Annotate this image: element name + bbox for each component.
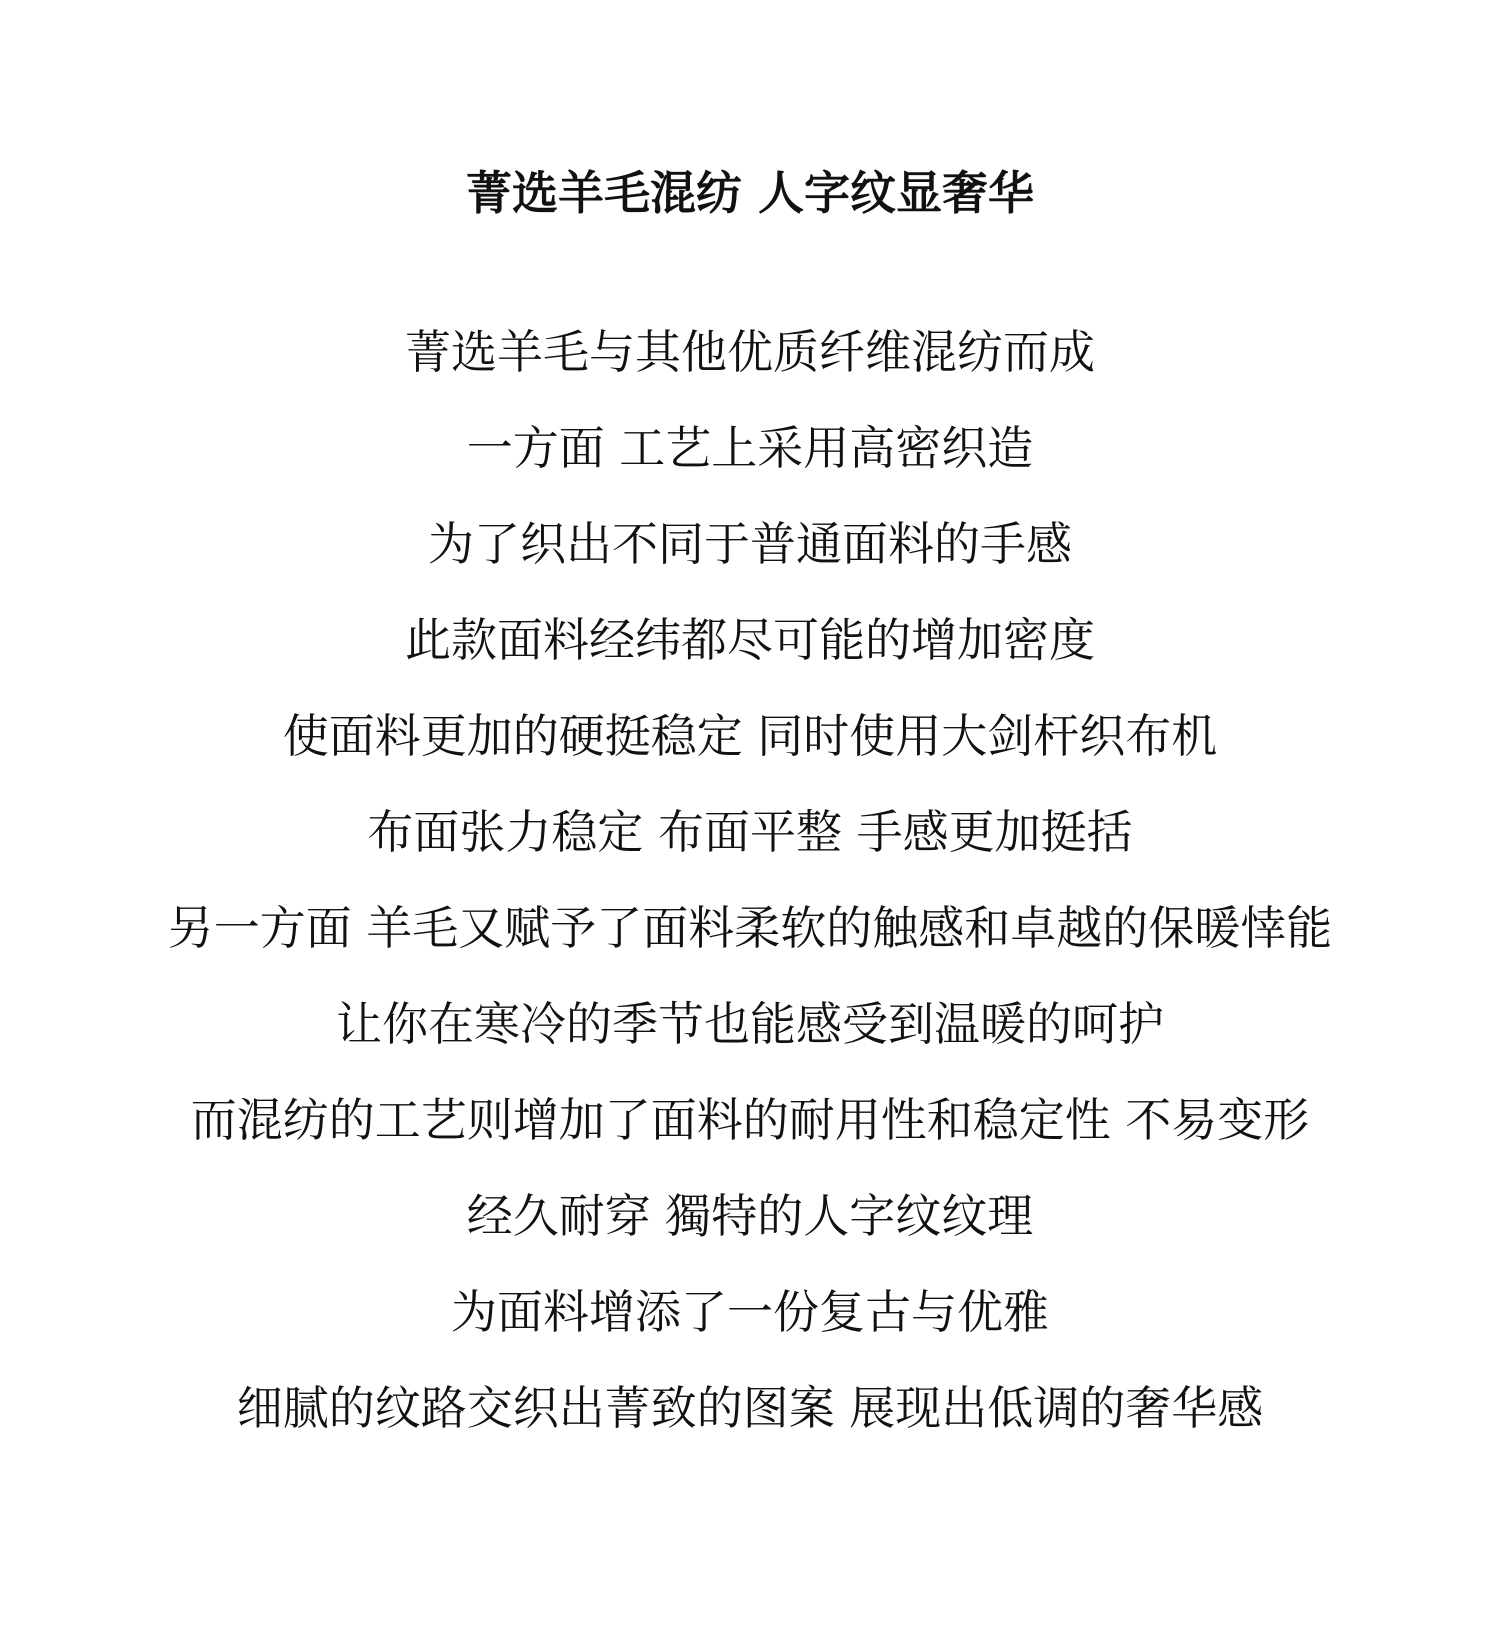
description-line: 使面料更加的硬挺稳定 同时使用大剑杆织布机 xyxy=(282,709,1218,763)
description-line: 为面料增添了一份复古与优雅 xyxy=(451,1285,1049,1339)
description-lines xyxy=(0,322,1500,1474)
description-line: 一方面 工艺上采用高密织造 xyxy=(466,421,1034,475)
description-line: 此款面料经纬都尽可能的增加密度 xyxy=(405,613,1095,667)
description-line: 菁选羊毛与其他优质纤维混纺而成 xyxy=(405,325,1095,379)
description-line: 而混纺的工艺则增加了面料的耐用性和稳定性 不易变形 xyxy=(190,1093,1310,1147)
description-line: 为了织出不同于普通面料的手感 xyxy=(428,517,1072,571)
description-line: 另一方面 羊毛又赋予了面料柔软的触感和卓越的保暖悻能 xyxy=(167,901,1333,955)
description-line: 经久耐穿 獨特的人字纹纹理 xyxy=(466,1189,1034,1243)
description-line: 细腻的纹路交织出菁致的图案 展现出低调的奢华感 xyxy=(236,1381,1264,1435)
description-line: 布面张力稳定 布面平整 手感更加挺括 xyxy=(367,805,1133,859)
description-line: 让你在寒冷的季节也能感受到温暖的呵护 xyxy=(336,997,1164,1051)
page-title: 菁选羊毛混纺 人字纹显奢华 xyxy=(465,165,1034,220)
